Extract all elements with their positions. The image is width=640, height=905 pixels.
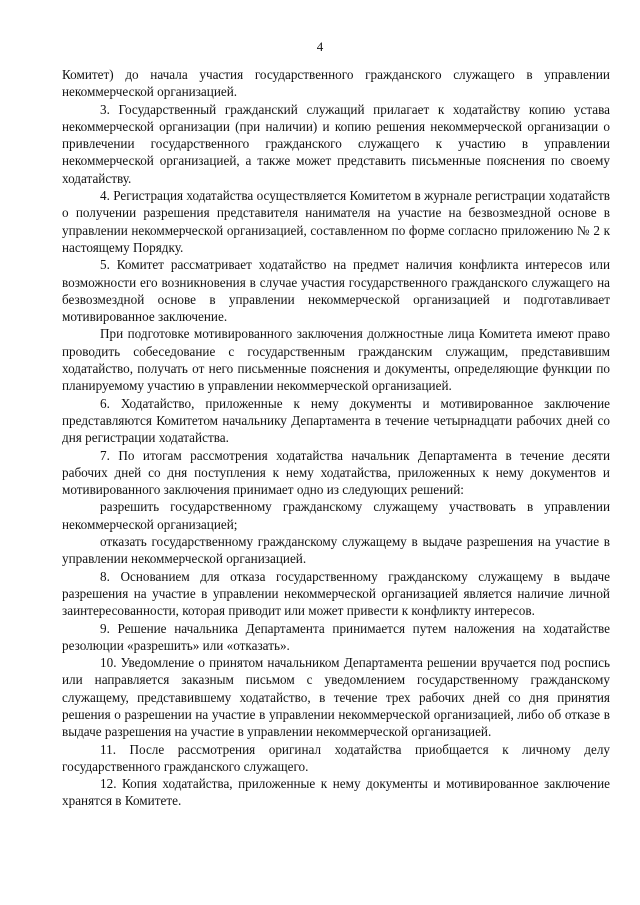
paragraph-item-5-note: При подготовке мотивированного заключения должностные лица Комитета имеют право проводить собеседование с государственным гражданским служащим, представившим ходатайство, получать от него письменные пояснения и документы, определяющие функции по планируемому участию в управлении некоммерческой организацией. <box>62 326 610 394</box>
paragraph-item-7: 7. По итогам рассмотрения ходатайства начальник Департамента в течение десяти рабочих дней со дня поступления к нему ходатайства, приложенных к нему документов и мотивированного заключения принимает одно из следующих решений: <box>62 447 610 498</box>
paragraph-continuation: Комитет) до начала участия государственного гражданского служащего в управлении некоммерческой организацией. <box>62 67 610 100</box>
paragraph-item-8: 8. Основанием для отказа государственному гражданскому служащему в выдаче разрешения на участие в управлении некоммерческой организацией является наличие личной заинтересованности, которая приводит или может привести к конфликту интересов. <box>62 568 610 619</box>
paragraph-item-11: 11. После рассмотрения оригинал ходатайства приобщается к личному делу государственного гражданского служащего. <box>62 741 610 774</box>
paragraph-item-9: 9. Решение начальника Департамента принимается путем наложения на ходатайстве резолюции «разрешить» или «отказать». <box>62 620 610 653</box>
paragraph-item-5: 5. Комитет рассматривает ходатайство на предмет наличия конфликта интересов или возможности его возникновения в случае участия государственного гражданского служащего на безвозмездной основе в управлении некоммерческой организацией и подготавливает мотивированное заключение. <box>62 257 610 325</box>
paragraph-item-12: 12. Копия ходатайства, приложенные к нему документы и мотивированное заключение хранятся в Комитете. <box>62 776 610 809</box>
paragraph-item-6: 6. Ходатайство, приложенные к нему документы и мотивированное заключение представляются Комитетом начальнику Департамента в течение четырнадцати рабочих дней со дня регистрации ходатайства. <box>62 395 610 446</box>
page-number: 4 <box>316 39 324 54</box>
document-body <box>62 66 610 810</box>
paragraph-decision-allow: разрешить государственному гражданскому служащему участвовать в управлении некоммерческой организацией; <box>62 499 610 532</box>
paragraph-item-10: 10. Уведомление о принятом начальником Департамента решении вручается под роспись или направляется заказным письмом с уведомлением государственному гражданскому служащему, представившему ходатайство, в течение трех рабочих дней со дня принятия решения о разрешении на участие в управлении некоммерческой организацией, либо об отказе в выдаче разрешения на участие в управлении некоммерческой организацией. <box>62 655 610 740</box>
paragraph-decision-refuse: отказать государственному гражданскому служащему в выдаче разрешения на участие в управлении некоммерческой организацией. <box>62 534 610 567</box>
paragraph-item-3: 3. Государственный гражданский служащий прилагает к ходатайству копию устава некоммерческой организации (при наличии) и копию решения некоммерческой организации о привлечении государственного гражданского служащего к участию в управлении некоммерческой организацией, а также может представить письменные пояснения по своему ходатайству. <box>62 101 610 186</box>
paragraph-item-4: 4. Регистрация ходатайства осуществляется Комитетом в журнале регистрации ходатайств о получении разрешения представителя нанимателя на участие на безвозмездной основе в управлении некоммерческой организацией, составленном по форме согласно приложению № 2 к настоящему Порядку. <box>62 188 610 255</box>
